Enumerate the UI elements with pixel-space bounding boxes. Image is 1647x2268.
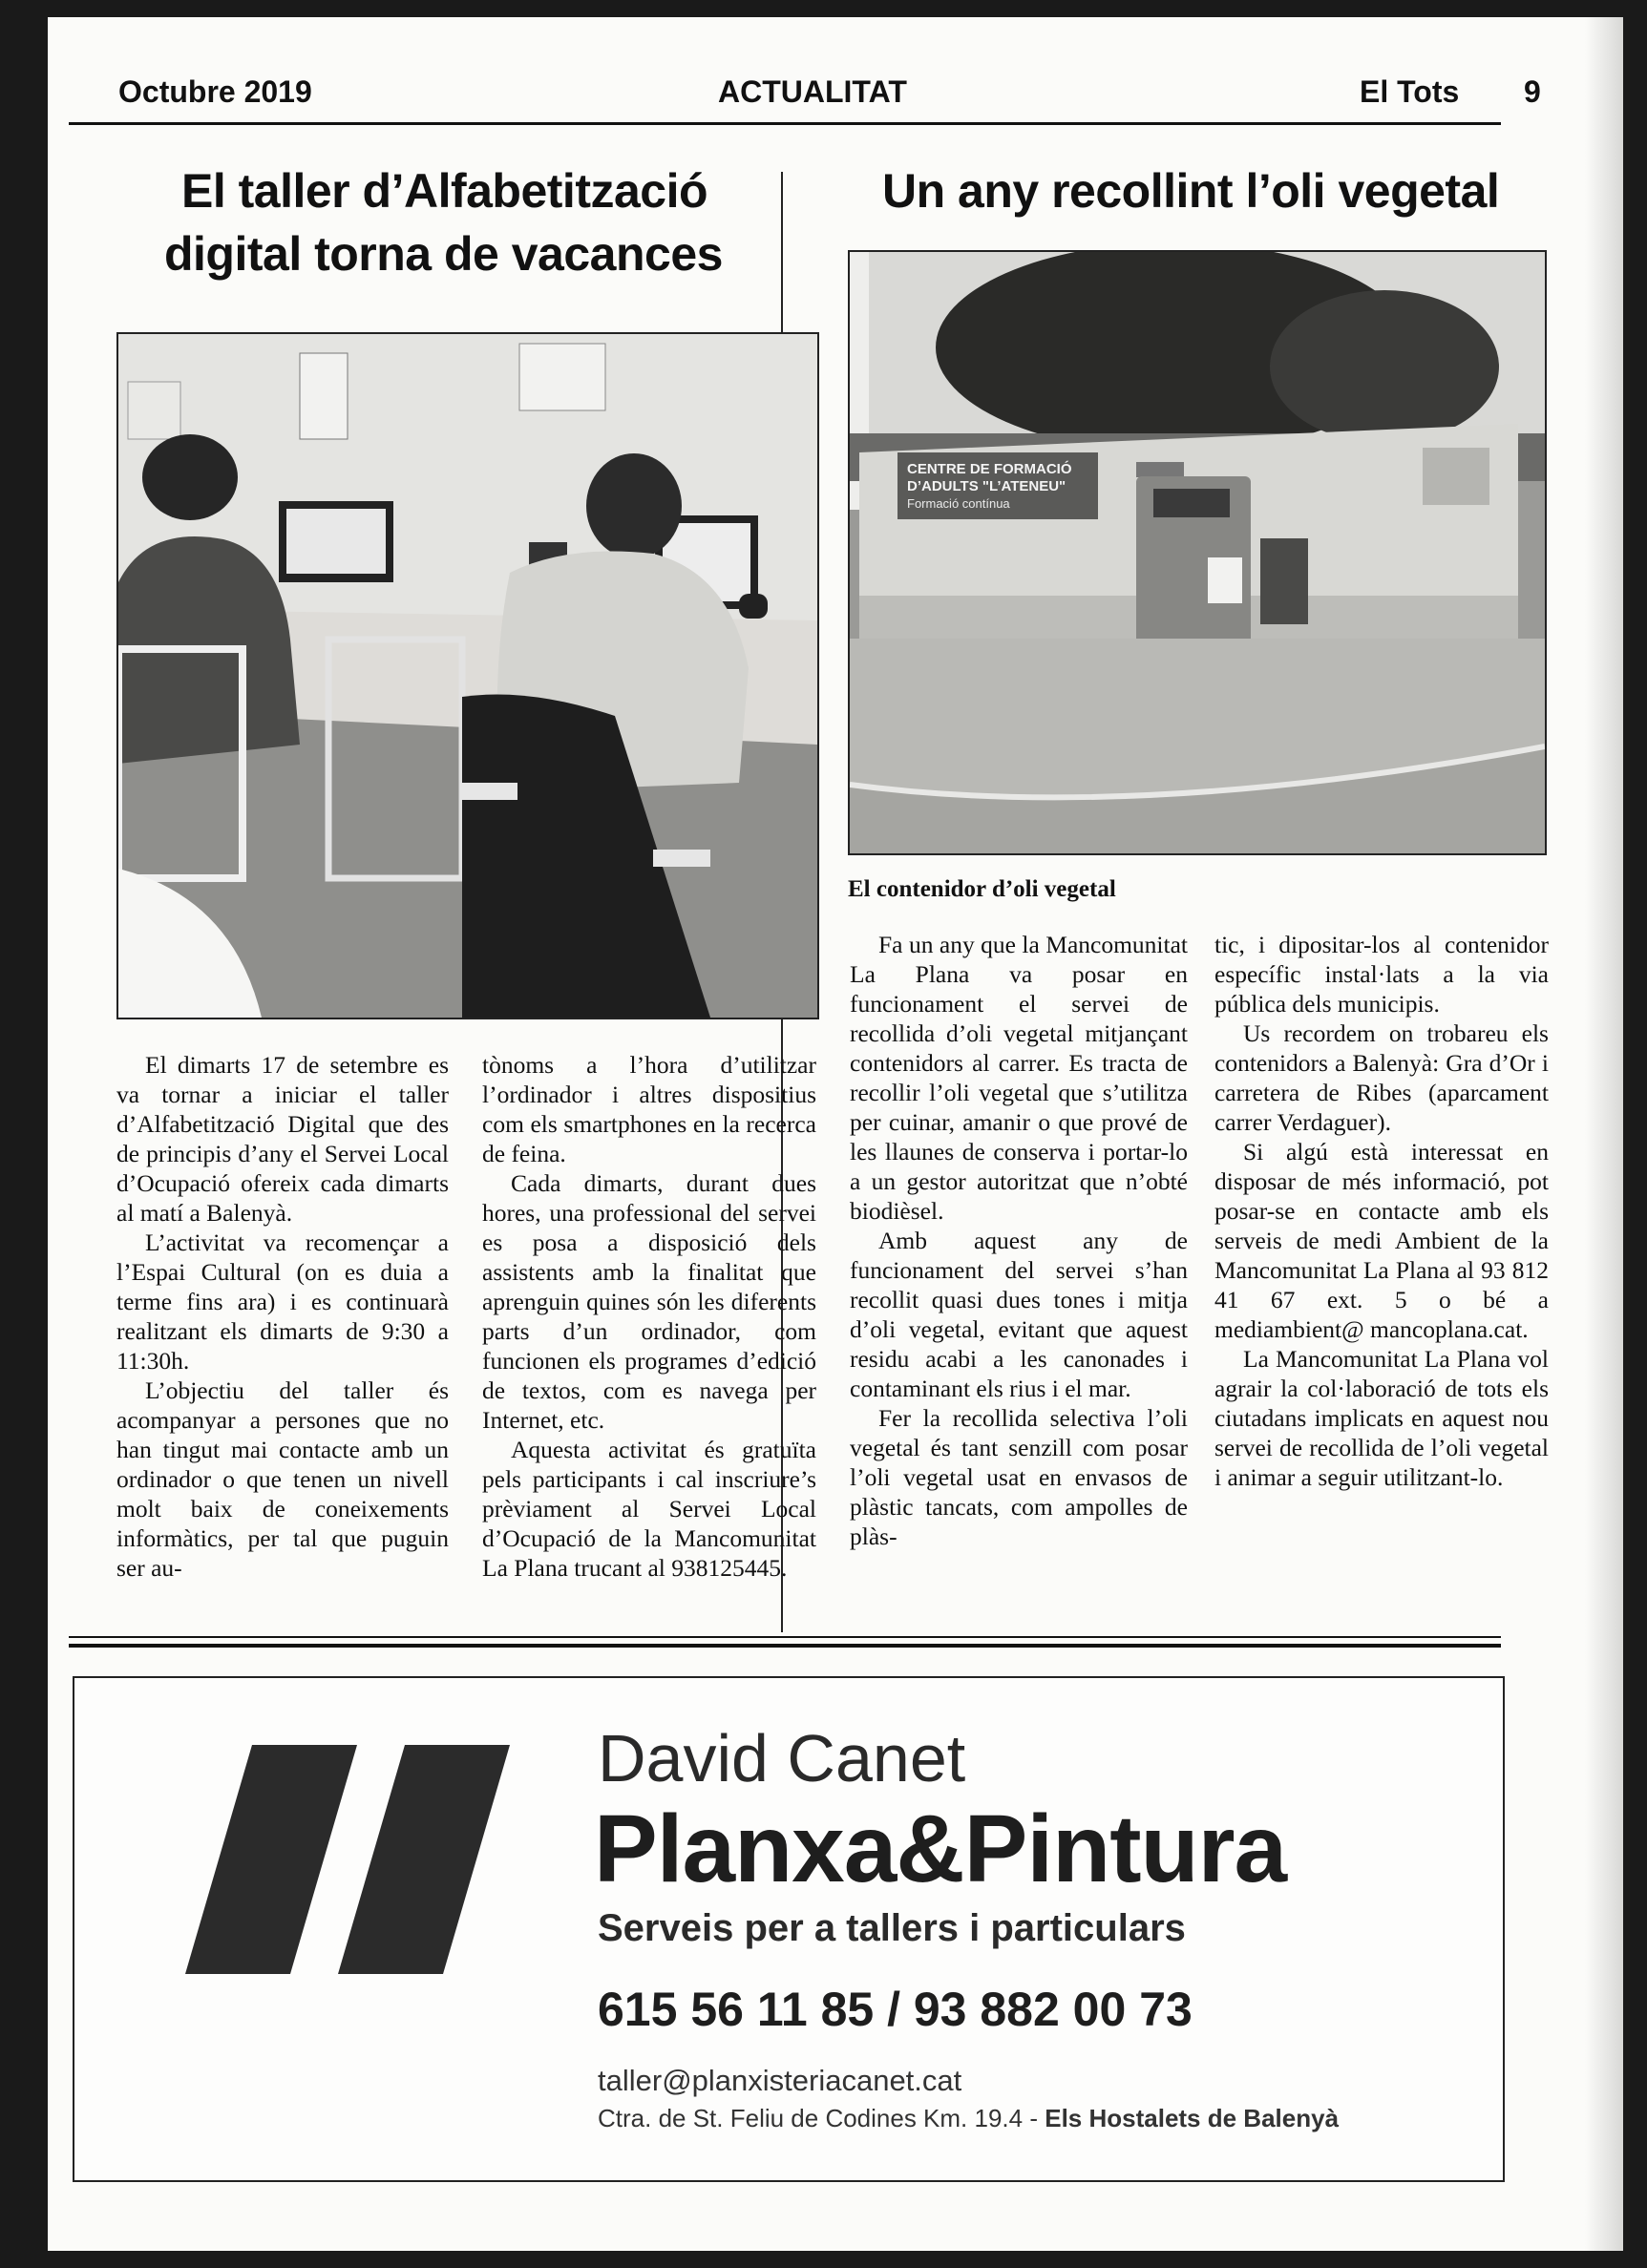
left-title-line2: digital torna de vacances bbox=[164, 227, 723, 281]
paragraph: Fer la recollida selectiva l’oli vegetal és tant senzill com posar l’oli vegetal usat en envasos de plàstic tancats, com ampolles de plàs- bbox=[850, 1404, 1188, 1550]
header-rule bbox=[69, 122, 1501, 125]
right-article-title: Un any recollint l’oli vegetal bbox=[882, 164, 1500, 218]
photo-sign-line3: Formació contínua bbox=[907, 496, 1010, 511]
oil-container-photo bbox=[848, 250, 1547, 855]
photo-sign-line2: D’ADULTS "L’ATENEU" bbox=[907, 478, 1066, 494]
right-article-col2 bbox=[1214, 930, 1549, 1492]
ad-name: David Canet bbox=[598, 1721, 966, 1796]
paragraph: Cada dimarts, durant dues hores, una professional del servei es posa a disposició dels assistents amb la finalitat que aprenguin quines són les diferents parts d’un ordinador, com funcionen els programes d’edició de textos, com es navega per Internet, etc. bbox=[482, 1169, 816, 1434]
paragraph: L’activitat va recomençar a l’Espai Cultural (on es duia a terme fins ara) i es continuarà realitzant els dimarts de 9:30 a 11:30h. bbox=[116, 1228, 449, 1375]
paragraph: tic, i dipositar-los al contenidor específic instal·lats a la via pública dels municipis. bbox=[1214, 931, 1549, 1018]
left-title-line2-wrap bbox=[164, 223, 723, 284]
left-title-line1: El taller d’Alfabetització bbox=[181, 164, 708, 218]
photo-caption: El contenidor d’oli vegetal bbox=[848, 876, 1116, 902]
paragraph: Aquesta activitat és gratuïta pels participants i cal inscriure’s prèviament al Servei Local d’Ocupació de la Mancomunitat La Plana trucant al 938125445. bbox=[482, 1436, 816, 1582]
double-slash-logo-icon bbox=[185, 1745, 510, 1974]
header-page-number: 9 bbox=[1524, 74, 1541, 109]
bottom-rule-thin bbox=[69, 1636, 1501, 1638]
ad-phones: 615 56 11 85 / 93 882 00 73 bbox=[598, 1983, 1193, 2036]
paragraph: tònoms a l’hora d’utilitzar l’ordinador i altres dispositius com els smartphones en la recerca de feina. bbox=[482, 1051, 816, 1167]
left-article-title bbox=[181, 160, 707, 221]
ad-town: Els Hostalets de Balenyà bbox=[1045, 2104, 1340, 2132]
ad-email[interactable]: taller@planxisteriacanet.cat bbox=[598, 2064, 962, 2097]
paragraph: El dimarts 17 de setembre es va tornar a iniciar el taller d’Alfabetització Digital que des de principis d’any el Servei Local d’Ocupació ofereix cada dimarts al matí a Balenyà. bbox=[116, 1051, 449, 1227]
photo-sign-line1: CENTRE DE FORMACIÓ bbox=[907, 461, 1072, 477]
header-section: ACTUALITAT bbox=[718, 74, 907, 109]
computer-class-photo bbox=[116, 332, 819, 1019]
left-article-col2 bbox=[482, 1050, 816, 1583]
paragraph: Us recordem on trobareu els contenidors a Balenyà: Gra d’Or i carretera de Ribes (aparcament carrer Verdaguer). bbox=[1214, 1019, 1549, 1136]
paragraph: Fa un any que la Mancomunitat La Plana va posar en funcionament el servei de recollida d’oli vegetal mitjançant contenidors al carrer. Es tracta de recollir l’oli vegetal que s’utilitza per cuinar, amanir o que prové de les llaunes de conserva i portar-lo a un gestor autoritzat que n’obté biodièsel. bbox=[850, 931, 1188, 1225]
ad-business: Planxa&Pintura bbox=[594, 1796, 1287, 1902]
ad-address-line bbox=[598, 2104, 1339, 2133]
ad-address: Ctra. de St. Feliu de Codines Km. 19.4 - bbox=[598, 2104, 1038, 2132]
advertisement bbox=[73, 1676, 1505, 2182]
header-publication: El Tots bbox=[1360, 74, 1460, 109]
paragraph: L’objectiu del taller és acompanyar a persones que no han tingut mai contacte amb un ordinador o que tenen un nivell molt baix de coneixements informàtics, per tal que puguin ser au- bbox=[116, 1376, 449, 1582]
photo-computer-class-icon bbox=[118, 334, 817, 1018]
paragraph: Amb aquest any de funcionament del servei s’han recollit quasi dues tones i mitja d’oli vegetal, evitant que aquest residu acabi a les canonades i contaminant els rius i el mar. bbox=[850, 1227, 1188, 1402]
right-article-col1 bbox=[850, 930, 1188, 1551]
header-date: Octubre 2019 bbox=[118, 74, 312, 109]
photo-oil-container-icon bbox=[850, 252, 1545, 853]
left-article-col1 bbox=[116, 1050, 449, 1583]
right-article-title-wrap bbox=[882, 160, 1499, 221]
page-edge-shadow bbox=[1585, 17, 1623, 2251]
bottom-rule-thick bbox=[69, 1644, 1501, 1648]
paragraph: La Mancomunitat La Plana vol agrair la col·laboració de tots els ciutadans implicats en aquest nou servei de recollida de l’oli vegetal i animar a seguir utilitzant-lo. bbox=[1214, 1345, 1549, 1491]
ad-tagline: Serveis per a tallers i particulars bbox=[598, 1907, 1186, 1949]
paragraph: Si algú està interessat en disposar de més informació, pot posar-se en contacte amb els serveis de medi Ambient de la Mancomunitat La Plana al 93 812 41 67 ext. 5 o bé a mediambient@ mancoplana.cat. bbox=[1214, 1138, 1549, 1343]
